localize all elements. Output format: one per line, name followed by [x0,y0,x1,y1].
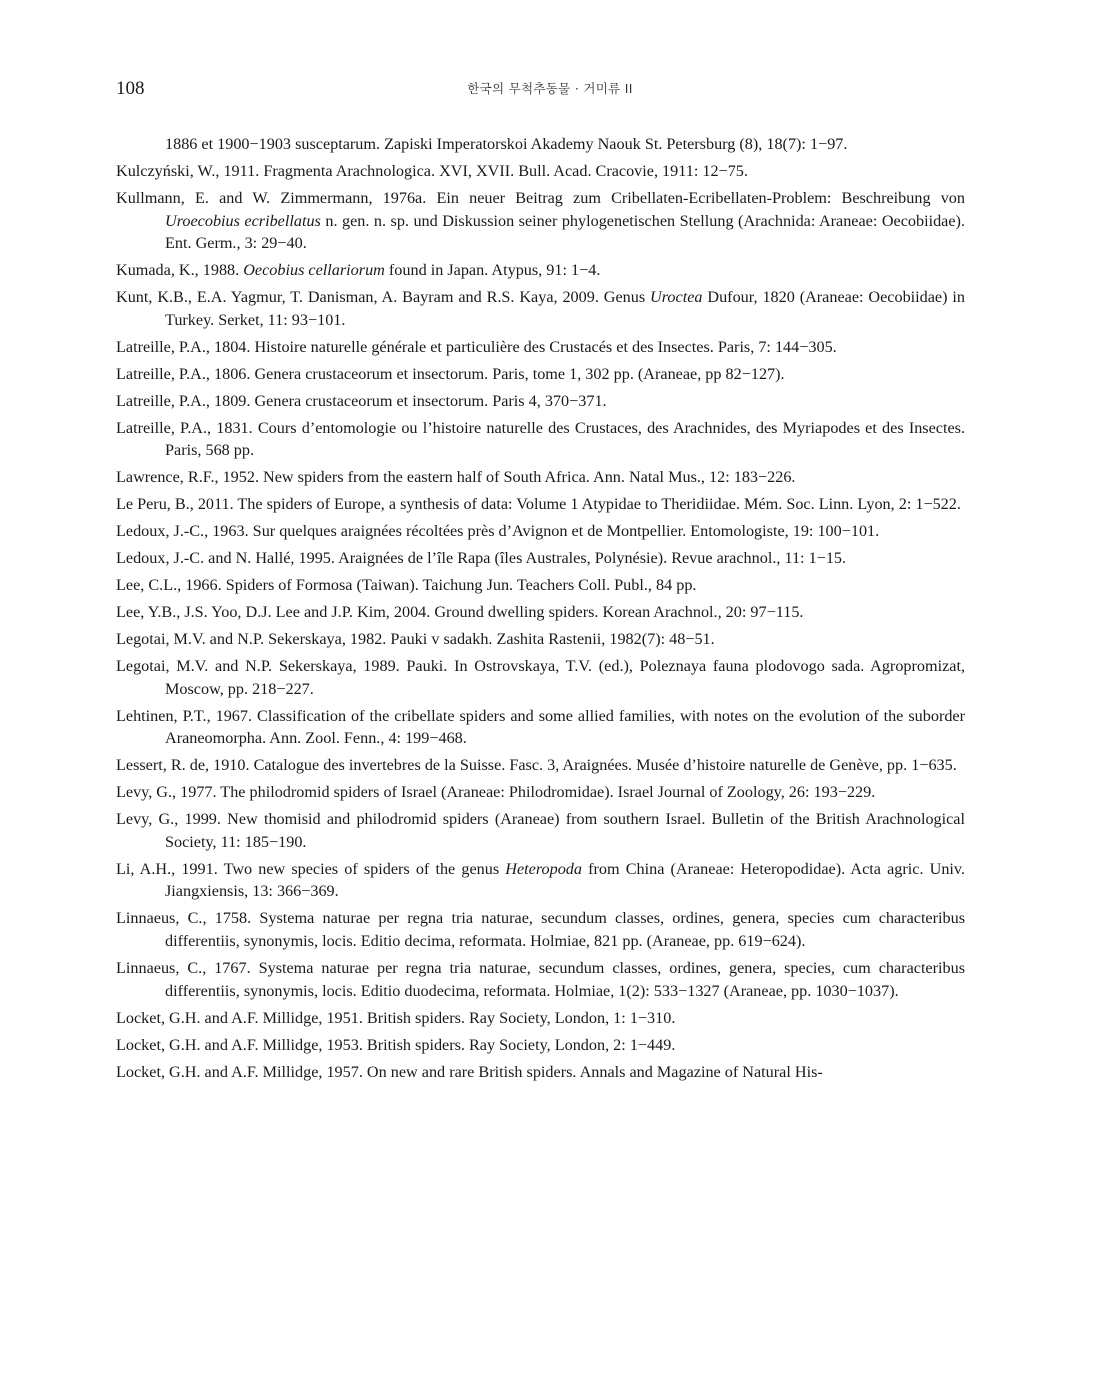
reference-entry [116,754,965,777]
reference-entry [116,957,965,1002]
reference-entry [116,520,965,543]
page-number: 108 [116,78,145,99]
reference-text: Le Peru, B., 2011. The spiders of Europe, a synthesis of data: Volume 1 Atypidae to Theridiidae. Mém. Soc. Linn. Lyon, 2: 1−522. [116,495,961,514]
reference-entry [116,858,965,903]
reference-text: Kulczyński, W., 1911. Fragmenta Arachnologica. XVI, XVII. Bull. Acad. Cracovie, 1911: 12−75. [116,161,748,180]
reference-entry [116,574,965,597]
reference-entry [116,133,965,156]
italic-taxon-name: Heteropoda [505,859,582,878]
reference-text: from China (Araneae: Heteropodidae). Acta agric. Univ. Jiangxiensis, 13: 366−369. [165,859,966,901]
running-head: 한국의 무척추동물 · 거미류 II [467,81,633,96]
reference-text: Linnaeus, C., 1767. Systema naturae per regna tria naturae, secundum classes, ordines, genera, species, cum characteribus differentiis, synonymis, locis. Editio duodecima, reformata. Holmiae, 1(2): 533−1327 (Araneae, pp. 1030−1037). [116,958,965,1000]
reference-text: Locket, G.H. and A.F. Millidge, 1953. British spiders. Ray Society, London, 2: 1−449. [116,1035,676,1054]
reference-text: Lehtinen, P.T., 1967. Classification of the cribellate spiders and some allied families, with notes on the evolution of the suborder Araneomorpha. Ann. Zool. Fenn., 4: 199−468. [116,706,965,748]
reference-entry [116,907,965,952]
reference-text: n. gen. n. sp. und Diskussion seiner phylogenetischen Stellung (Arachnida: Araneae: Oecobiidae). Ent. Germ., 3: 29−40. [165,211,965,253]
reference-text: Ledoux, J.-C. and N. Hallé, 1995. Araignées de l’île Rapa (îles Australes, Polynésie). Revue arachnol., 11: 1−15. [116,549,847,568]
reference-entry [116,1034,965,1057]
reference-text: Li, A.H., 1991. Two new species of spiders of the genus [116,859,506,878]
reference-text: Legotai, M.V. and N.P. Sekerskaya, 1982. Pauki v sadakh. Zashita Rastenii, 1982(7): 48−51. [116,630,715,649]
reference-text: Lawrence, R.F., 1952. New spiders from the eastern half of South Africa. Ann. Natal Mus., 12: 183−226. [116,468,796,487]
reference-entry [116,187,965,255]
reference-text: Latreille, P.A., 1804. Histoire naturelle générale et particulière des Crustacés et des Insectes. Paris, 7: 144−305. [116,337,837,356]
reference-text: Levy, G., 1977. The philodromid spiders of Israel (Araneae: Philodromidae). Israel Journal of Zoology, 26: 193−229. [116,783,876,802]
reference-text: Latreille, P.A., 1809. Genera crustaceorum et insectorum. Paris 4, 370−371. [116,391,607,410]
reference-text: Kumada, K., 1988. [116,261,244,280]
reference-entry [116,781,965,804]
reference-entry [116,1061,965,1084]
reference-entry [116,390,965,413]
reference-text: Lee, C.L., 1966. Spiders of Formosa (Taiwan). Taichung Jun. Teachers Coll. Publ., 84 pp. [116,576,697,595]
italic-taxon-name: Oecobius cellariorum [243,261,385,280]
reference-entry [116,160,965,183]
reference-entry [116,363,965,386]
reference-text: Latreille, P.A., 1806. Genera crustaceorum et insectorum. Paris, tome 1, 302 pp. (Araneae, pp 82−127). [116,364,785,383]
reference-entry [116,493,965,516]
reference-text: Kullmann, E. and W. Zimmermann, 1976a. Ein neuer Beitrag zum Cribellaten-Ecribellaten-Problem: Beschreibung von [116,188,965,207]
reference-entry [116,628,965,651]
reference-text: Legotai, M.V. and N.P. Sekerskaya, 1989. Pauki. In Ostrovskaya, T.V. (ed.), Poleznaya fauna plodovogo sada. Agropromizat, Moscow, pp. 218−227. [116,657,965,698]
reference-text: Lee, Y.B., J.S. Yoo, D.J. Lee and J.P. Kim, 2004. Ground dwelling spiders. Korean Arachnol., 20: 97−115. [116,603,804,622]
reference-entry [116,547,965,570]
reference-entry [116,705,965,750]
italic-taxon-name: Uroctea [650,288,703,307]
reference-text: Dufour, 1820 (Araneae: Oecobiidae) in Turkey. Serket, 11: 93−101. [165,288,965,329]
reference-text: Locket, G.H. and A.F. Millidge, 1957. On new and rare British spiders. Annals and Magazine of Natural His- [116,1062,823,1081]
reference-text: Kunt, K.B., E.A. Yagmur, T. Danisman, A. Bayram and R.S. Kaya, 2009. Genus [116,288,651,307]
reference-text: 1886 et 1900−1903 susceptarum. Zapiski Imperatorskoi Akademy Naouk St. Petersburg (8), 18(7): 1−97. [165,135,848,153]
italic-taxon-name: Uroecobius ecribellatus [165,211,321,230]
reference-list [116,133,965,1088]
reference-entry [116,1007,965,1030]
reference-text: Ledoux, J.-C., 1963. Sur quelques araignées récoltées près d’Avignon et de Montpellier. Entomologiste, 19: 100−101. [116,522,880,541]
reference-text: Latreille, P.A., 1831. Cours d’entomologie ou l’histoire naturelle des Crustaces, des Arachnides, des Myriapodes et des Insectes. Paris, 568 pp. [116,418,965,460]
reference-entry [116,466,965,489]
reference-text: Locket, G.H. and A.F. Millidge, 1951. British spiders. Ray Society, London, 1: 1−310. [116,1008,676,1027]
reference-entry [116,286,965,331]
reference-text: Lessert, R. de, 1910. Catalogue des invertebres de la Suisse. Fasc. 3, Araignées. Musée d’histoire naturelle de Genève, pp. 1−635. [116,756,957,775]
reference-entry [116,601,965,624]
reference-entry [116,417,965,462]
reference-text: Linnaeus, C., 1758. Systema naturae per regna tria naturae, secundum classes, ordines, genera, species cum characteribus differentiis, synonymis, locis. Editio decima, reformata. Holmiae, 821 pp. (Araneae, pp. 619−624). [116,909,965,950]
reference-entry [116,655,965,700]
reference-text: Levy, G., 1999. New thomisid and philodromid spiders (Araneae) from southern Israel. Bulletin of the British Arachnological Society, 11: 185−190. [116,810,965,851]
reference-entry [116,336,965,359]
reference-text: found in Japan. Atypus, 91: 1−4. [384,261,601,280]
reference-entry [116,808,965,853]
reference-entry [116,259,965,282]
